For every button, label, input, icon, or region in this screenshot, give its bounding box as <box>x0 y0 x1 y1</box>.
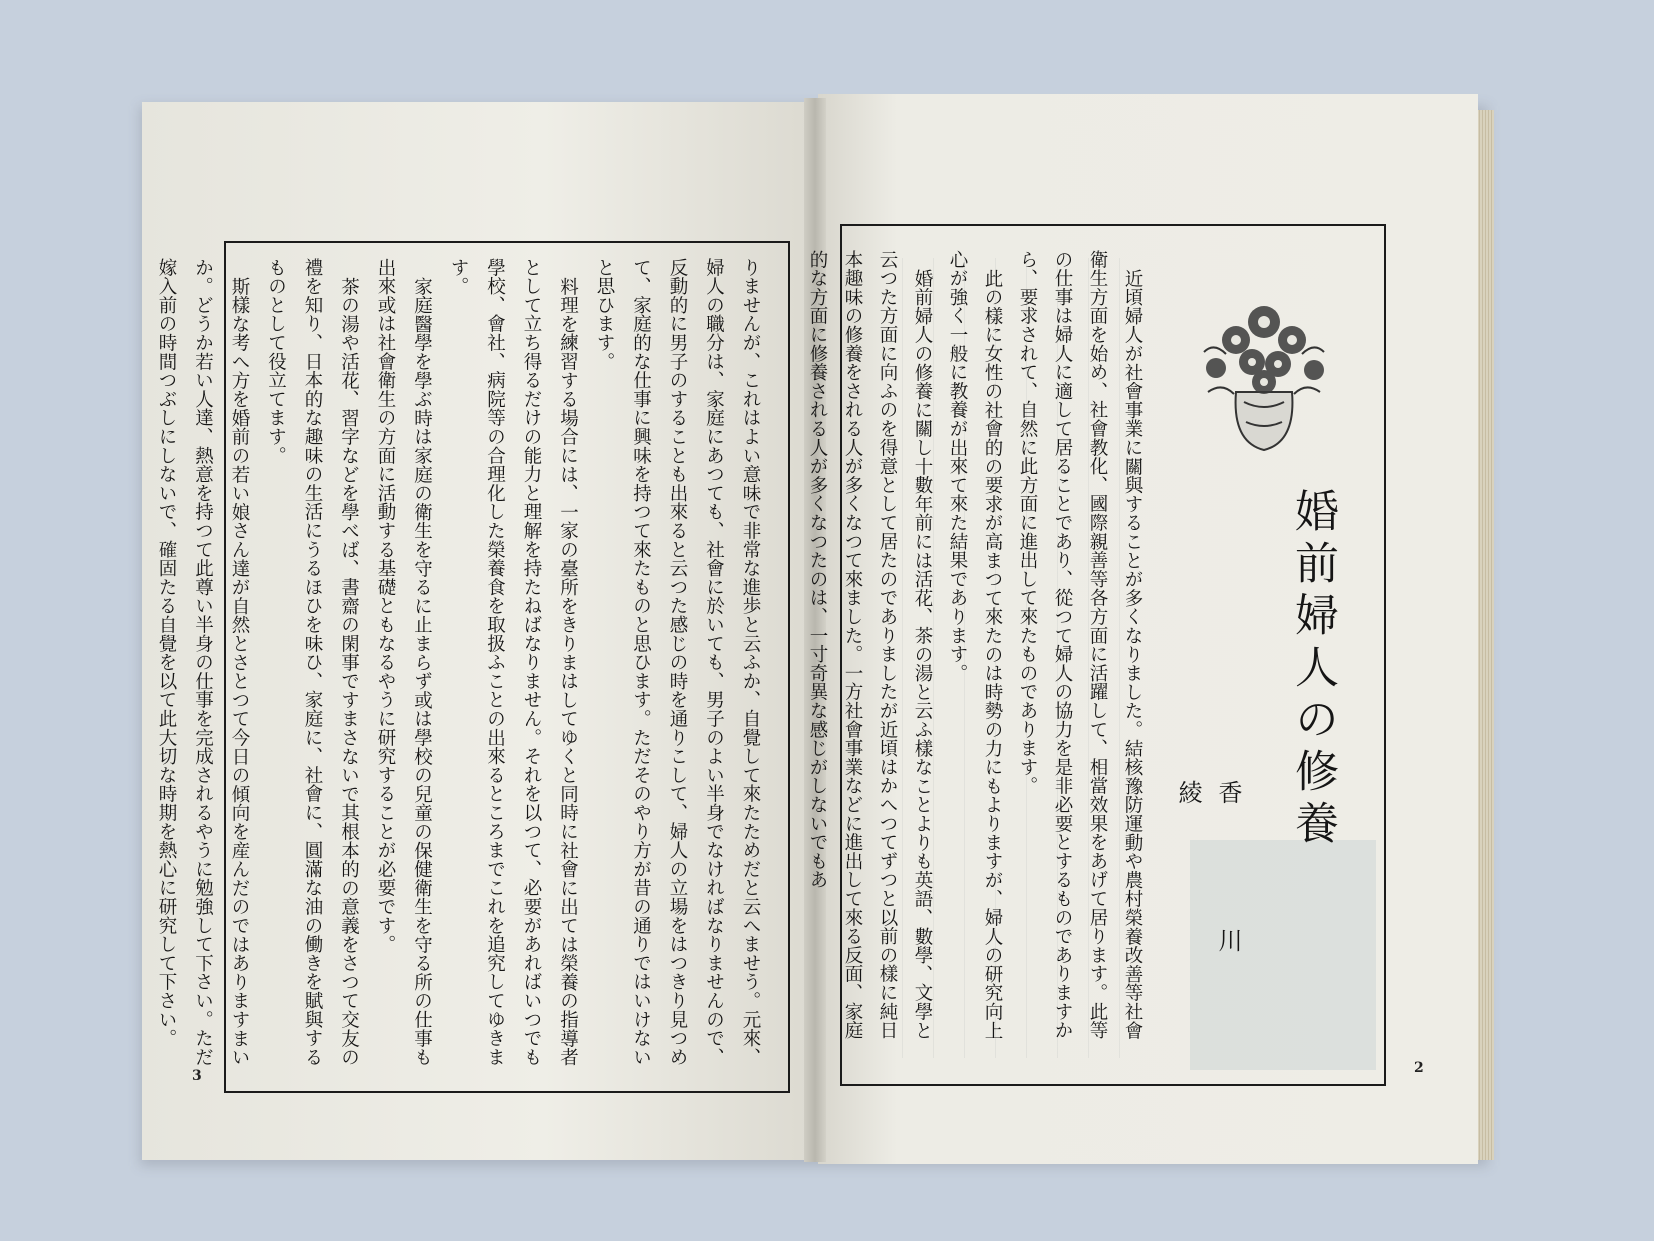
flower-vase-illustration <box>1174 282 1354 462</box>
right-paragraph-3: 婚前婦人の修養に關し十數年前には活花、茶の湯と云ふ樣なことよりも英語、數學、文學と云つた方面に向ふのを得意として居たのでありましたが近頃はかへつてずつと以前の樣に純日本趣味の修養をされる人が多くなつて來ました。一方社會事業などに進出して來る反面、家庭的な方面に修養される人が多くなつたのは、一寸奇異な感じがしないでもあ <box>807 250 933 1040</box>
article-title: 婚前婦人の修養 <box>1287 488 1338 852</box>
left-paragraph-4: 茶の湯や活花、習字などを學べば、書齋の閑事ですまさないで其根本的の意義をさつて交友の禮を知り、日本的な趣味の生活にうるほひを味ひ、家庭に、社會に、圓滿な油の働きを賦與するものとして役立てます。 <box>265 258 360 1067</box>
right-body-text <box>807 250 1150 1040</box>
left-paragraph-1: りませんが、これはよい意味で非常な進歩と云ふか、自覺して來たためだと云へませう。元來、婦人の職分は、家庭にあつても、社會に於いても、男子のよい半身でなければなりませんので、反動的に男子のすることも出來ると云つた感じの時を通りこして、婦人の立場をはつきり見つめて、家庭的な仕事に興味を持つて來たものと思ひます。ただそのやり方が昔の通りではいけないと思ひます。 <box>594 258 761 1067</box>
left-paragraph-2: 料理を練習する場合には、一家の臺所をきりまはしてゆくと同時に社會に出ては榮養の指導者として立ち得るだけの能力と理解を持たねばなりません。それを以つて、必要があればいつでも學校、會社、病院等の合理化した榮養食を取扱ふことの出來るところまでこれを追究してゆきます。 <box>448 258 579 1067</box>
article-author: 香 川 綾 <box>1174 780 1242 1000</box>
left-paragraph-5: 斯樣な考へ方を婚前の若い娘さん達が自然とさとつて今日の傾向を産んだのではありますまいか。どうか若い人達、熱意を持つて此尊い半身の仕事を完成されるやうに勉強して下さい。ただ嫁入前の時間つぶしにしないで、確固たる自覺を以て此大切な時期を熱心に研究して下さい。 <box>156 258 250 1067</box>
left-page-number: 3 <box>192 1068 202 1084</box>
left-paragraph-3: 家庭醫學を學ぶ時は家庭の衛生を守るに止まらず或は學校の兒童の保健衛生を守る所の仕事も出來或は社會衛生の方面に活動する基礎ともなるやうに研究することが必要です。 <box>375 258 433 1067</box>
left-body-text <box>156 258 768 1078</box>
right-paragraph-1: 近頃婦人が社會事業に關與することが多くなりました。結核豫防運動や農村榮養改善等社會衛生方面を始め、社會教化、國際親善等各方面に活躍して、相當效果をあげて居ります。此等の仕事は婦人に適して居ることであり、從つて婦人の協力を是非必要とするものでありますから、要求されて、自然に此方面に進出して來たものであります。 <box>1017 250 1143 1040</box>
right-page-number: 2 <box>1414 1060 1424 1076</box>
right-paragraph-2: 此の樣に女性の社會的の要求が高まつて來たのは時勢の力にもよりますが、婦人の研究向上心が強く一般に教養が出來て來た結果であります。 <box>947 250 1003 1040</box>
